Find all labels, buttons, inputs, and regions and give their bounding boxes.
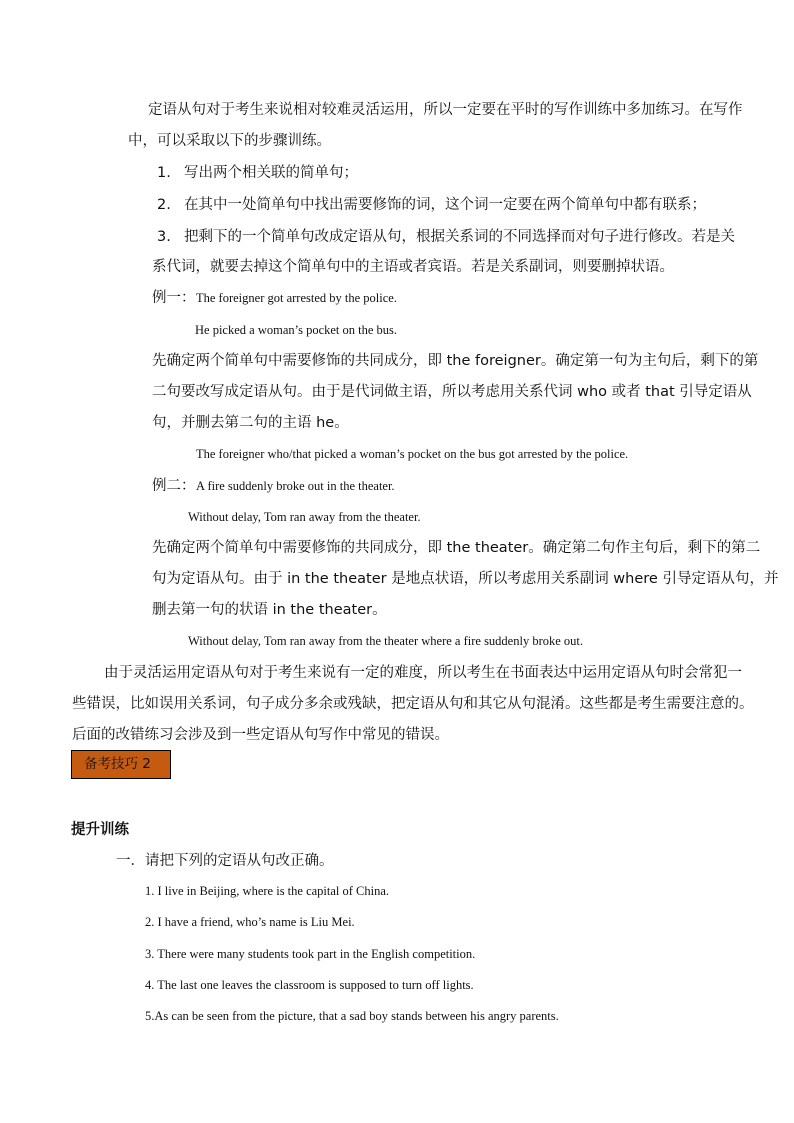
practice-instruction: 一．请把下列的定语从句改正确。 — [116, 853, 334, 869]
example-sentence: A fire suddenly broke out in the theater. — [196, 479, 395, 493]
example-explanation: 先确定两个简单句中需要修饰的共同成分，即 the theater。确定第二句作主句后，剩下的第二 — [152, 540, 761, 556]
practice-item: 2. I have a friend, who’s name is Liu Mei. — [145, 915, 355, 929]
example-result: The foreigner who/that picked a woman’s pocket on the bus got arrested by the police. — [196, 447, 629, 461]
practice-heading: 提升训练 — [71, 822, 129, 838]
closing-line: 由于灵活运用定语从句对于考生来说有一定的难度，所以考生在书面表达中运用定语从句时会常犯一 — [104, 665, 742, 681]
section-badge: 备考技巧 2 — [71, 750, 171, 779]
intro-line: 中，可以采取以下的步骤训练。 — [128, 133, 331, 149]
example-explanation: 句，并删去第二句的主语 he。 — [152, 415, 349, 431]
example-sentence: The foreigner got arrested by the police. — [196, 291, 397, 305]
example-explanation: 句为定语从句。由于 in the theater 是地点状语，所以考虑用关系副词 where 引导定语从句，并 — [152, 571, 779, 587]
step-text: 把剩下的一个简单句改成定语从句，根据关系词的不同选择而对句子进行修改。若是关 — [184, 229, 735, 245]
step-text-continued: 系代词，就要去掉这个简单句中的主语或者宾语。若是关系副词，则要删掉状语。 — [152, 259, 674, 275]
example-explanation: 二句要改写成定语从句。由于是代词做主语，所以考虑用关系代词 who 或者 that 引导定语从 — [152, 384, 752, 400]
example-label: 例一： — [152, 290, 196, 306]
closing-line: 后面的改错练习会涉及到一些定语从句写作中常见的错误。 — [72, 727, 449, 743]
practice-item: 4. The last one leaves the classroom is supposed to turn off lights. — [145, 978, 474, 992]
step-number: 3. — [157, 229, 171, 245]
closing-line: 些错误，比如误用关系词，句子成分多余或残缺，把定语从句和其它从句混淆。这些都是考生需要注意的。 — [72, 696, 754, 712]
example-result: Without delay, Tom ran away from the theater where a fire suddenly broke out. — [188, 634, 584, 648]
step-number: 2. — [157, 197, 171, 213]
example-sentence: He picked a woman’s pocket on the bus. — [195, 323, 398, 337]
intro-line: 定语从句对于考生来说相对较难灵活运用，所以一定要在平时的写作训练中多加练习。在写作 — [148, 102, 743, 118]
example-explanation: 删去第一句的状语 in the theater。 — [152, 602, 387, 618]
practice-item: 5.As can be seen from the picture, that a sad boy stands between his angry parents. — [145, 1009, 559, 1023]
example-explanation: 先确定两个简单句中需要修饰的共同成分，即 the foreigner。确定第一句为主句后，剩下的第 — [152, 353, 759, 369]
example-sentence: Without delay, Tom ran away from the theater. — [188, 510, 421, 524]
step-text: 写出两个相关联的简单句； — [184, 165, 358, 181]
step-text: 在其中一处简单句中找出需要修饰的词，这个词一定要在两个简单句中都有联系； — [184, 197, 706, 213]
example-label: 例二： — [152, 478, 196, 494]
practice-item: 3. There were many students took part in the English competition. — [145, 947, 476, 961]
step-number: 1. — [157, 165, 171, 181]
practice-item: 1. I live in Beijing, where is the capital of China. — [145, 884, 390, 898]
